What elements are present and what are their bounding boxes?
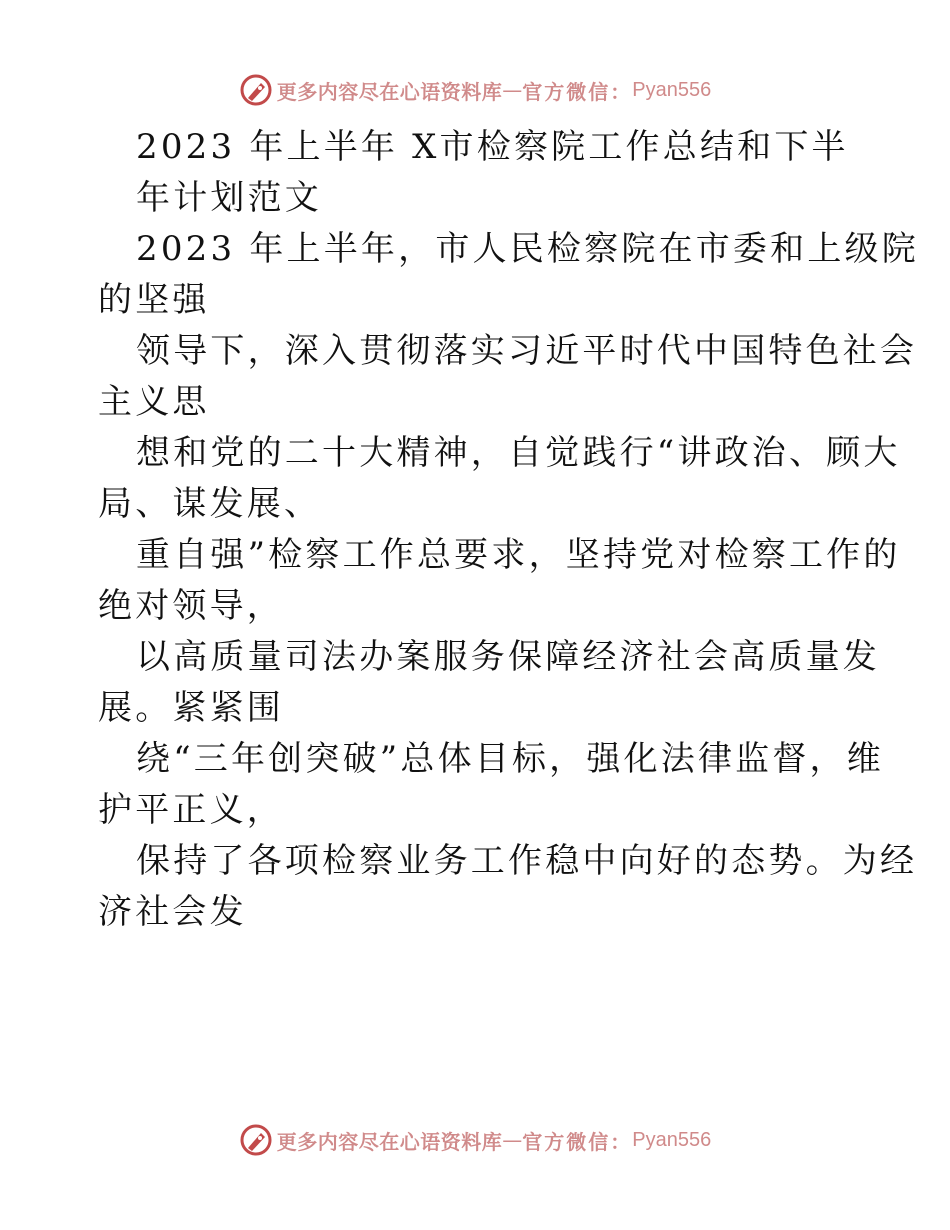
- paragraph-first-line: 2023 年上半年，市人民检察院在市委和上级院: [136, 229, 919, 269]
- paragraph-first-line: 重自强”检察工作总要求，坚持党对检察工作的: [136, 535, 901, 575]
- paragraph-continuation: 的坚强: [98, 280, 210, 320]
- paragraph: [98, 428, 901, 530]
- watermark-separator: —: [502, 1128, 523, 1152]
- paragraph: [98, 734, 884, 836]
- watermark-header: [0, 70, 950, 110]
- paragraph-first-line: 保持了各项检察业务工作稳中向好的态势。为经: [136, 841, 918, 881]
- paragraph-continuation: 济社会发: [98, 892, 247, 932]
- paragraph-first-line: 以高质量司法办案服务保障经济社会高质量发: [136, 637, 880, 677]
- document-body: [98, 122, 919, 938]
- paragraph: [98, 326, 918, 428]
- paragraph: [98, 632, 880, 734]
- watermark-wechat-id: Pyan556: [632, 78, 712, 101]
- paragraph-first-line: 绕“三年创突破”总体目标，强化法律监督，维: [136, 739, 884, 779]
- paragraph-first-line: 想和党的二十大精神，自觉践行“讲政治、顾大: [136, 433, 901, 473]
- paragraph: [98, 530, 901, 632]
- watermark-wechat-id: Pyan556: [632, 1128, 712, 1151]
- paragraph: [98, 224, 919, 326]
- watermark-brand: 更多内容尽在心语资料库: [276, 79, 503, 104]
- pen-nib-circle-icon: [239, 1123, 273, 1157]
- paragraph-continuation: 主义思: [98, 382, 210, 422]
- paragraph-continuation: 护平正义，: [98, 790, 284, 830]
- pen-nib-circle-icon: [239, 73, 273, 107]
- watermark-separator: —: [502, 78, 523, 102]
- paragraph-continuation: 局、谋发展、: [98, 484, 322, 524]
- paragraph: [98, 836, 918, 938]
- title-line-1: 2023 年上半年 X市检察院工作总结和下半: [136, 127, 849, 167]
- watermark-brand: 更多内容尽在心语资料库: [276, 1129, 503, 1154]
- paragraph-continuation: 绝对领导，: [98, 586, 284, 626]
- document-title: [98, 122, 858, 224]
- watermark-wechat-label: 官方微信：: [522, 79, 633, 104]
- title-line-2: 年计划范文: [136, 178, 322, 218]
- paragraph-first-line: 领导下，深入贯彻落实习近平时代中国特色社会: [136, 331, 918, 371]
- watermark-footer: [0, 1120, 950, 1160]
- watermark-wechat-label: 官方微信：: [522, 1129, 633, 1154]
- paragraph-continuation: 展。紧紧围: [98, 688, 284, 728]
